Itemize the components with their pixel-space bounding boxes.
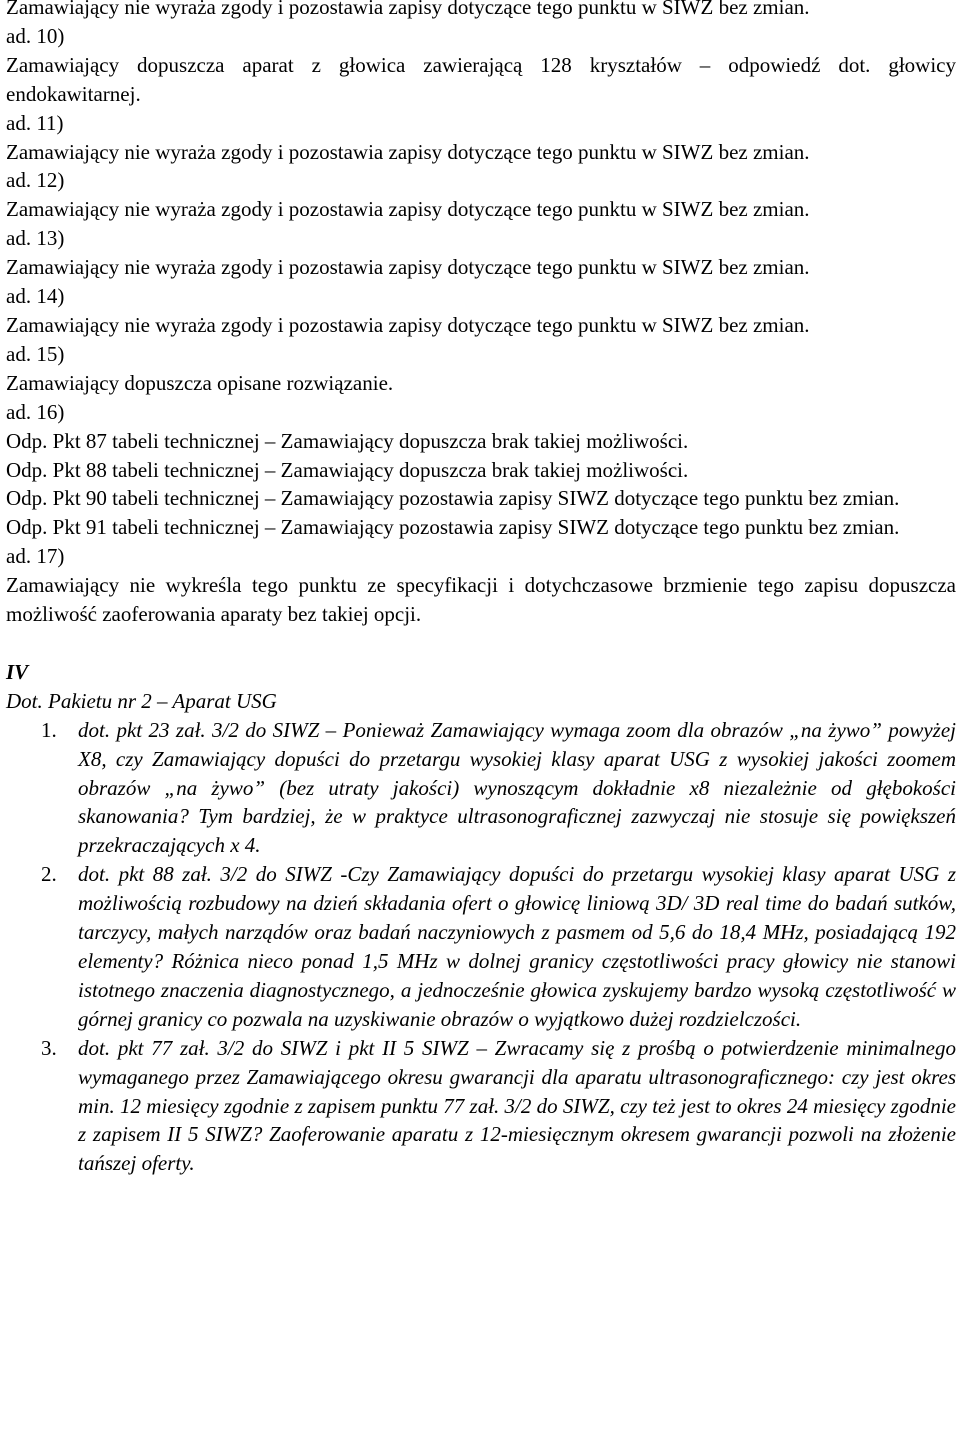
answer-text: Zamawiający dopuszcza opisane rozwiązanie. [6, 370, 394, 395]
answer-text: Zamawiający nie wyraża zgody i pozostawia zapisy dotyczące tego punktu w SIWZ bez zmian. [6, 197, 810, 222]
answer-text: Odp. Pkt 87 tabeli technicznej – Zamawiający dopuszcza brak takiej możliwości. [6, 428, 689, 453]
question-list [6, 716, 956, 1179]
section-subheading: Dot. Pakietu nr 2 – Aparat USG [6, 688, 277, 713]
answer-text: Zamawiający nie wyraża zgody i pozostawia zapisy dotyczące tego punktu w SIWZ bez zmian. [6, 0, 810, 19]
item-label: ad. 17) [6, 544, 65, 569]
answer-text: Zamawiający dopuszcza aparat z głowica zawierającą 128 kryształów – odpowiedź dot. głowicy endokawitarnej. [6, 52, 956, 106]
item-label: ad. 11) [6, 110, 64, 135]
item-label: ad. 14) [6, 284, 65, 309]
question-text: dot. pkt 88 zał. 3/2 do SIWZ -Czy Zamawiający dopuści do przetargu wysokiej klasy aparat USG z możliwością rozbudowy na dzień składania ofert o głowicę liniową 3D/ 3D real time do badań sutków, tarczycy, małych narządów oraz badań naczyniowych z pasmem od 5,6 do 18,4 MHz, posiadającą 192 elementy? Różnica nieco ponad 1,5 MHz w dolnej granicy częstotliwości pracy głowicy nie stanowi istotnego znaczenia diagnostycznego, a jednocześnie głowica zyskujemy bardzo wysoką częstotliwość w górnej granicy co pozwala na uzyskiwanie obrazów o wyjątkowo dużej rozdzielczości. [78, 862, 956, 1031]
list-number: 2. [41, 862, 57, 887]
answer-text: Zamawiający nie wykreśla tego punktu ze specyfikacji i dotychczasowe brzmienie tego zapisu dopuszcza możliwość zaoferowania aparaty bez takiej opcji. [6, 573, 956, 627]
spacer [6, 629, 956, 658]
item-label: ad. 16) [6, 399, 65, 424]
item-label: ad. 12) [6, 168, 65, 193]
list-item [41, 1034, 956, 1179]
answer-text: Odp. Pkt 91 tabeli technicznej – Zamawiający pozostawia zapisy SIWZ dotyczące tego punktu bez zmian. [6, 515, 900, 540]
section-heading: IV [6, 659, 29, 684]
answer-text: Zamawiający nie wyraża zgody i pozostawia zapisy dotyczące tego punktu w SIWZ bez zmian. [6, 139, 810, 164]
list-number: 3. [41, 1035, 57, 1060]
answer-text: Odp. Pkt 88 tabeli technicznej – Zamawiający dopuszcza brak takiej możliwości. [6, 457, 689, 482]
item-label: ad. 13) [6, 226, 65, 251]
list-number: 1. [41, 717, 57, 742]
question-text: dot. pkt 23 zał. 3/2 do SIWZ – Ponieważ Zamawiający wymaga zoom dla obrazów „na żywo” powyżej X8, czy Zamawiający dopuści do przetargu wysokiej klasy aparat USG z wysokiej jakości zoomem obrazów „na żywo” (bez utraty jakości) wynoszącym dokładnie x8 niezależnie od głębokości skanowania? Tym bardziej, że w praktyce ultrasonograficznej zazwyczaj nie stosuje się powiększeń przekraczających x 4. [78, 717, 956, 858]
item-label: ad. 15) [6, 341, 65, 366]
answer-text: Zamawiający nie wyraża zgody i pozostawia zapisy dotyczące tego punktu w SIWZ bez zmian. [6, 255, 810, 280]
answer-text: Odp. Pkt 90 tabeli technicznej – Zamawiający pozostawia zapisy SIWZ dotyczące tego punktu bez zmian. [6, 486, 900, 511]
question-text: dot. pkt 77 zał. 3/2 do SIWZ i pkt II 5 SIWZ – Zwracamy się z prośbą o potwierdzenie minimalnego wymaganego przez Zamawiającego okresu gwarancji dla aparatu ultrasonograficznego: czy jest okres min. 12 miesięcy zgodnie z zapisem punktu 77 zał. 3/2 do SIWZ, czy też jest to okres 24 miesięcy zgodnie z zapisem II 5 SIWZ? Zaoferowanie aparatu z 12-miesięcznym okresem gwarancji pozwoli na złożenie tańszej oferty. [78, 1035, 956, 1176]
item-label: ad. 10) [6, 23, 65, 48]
answer-text: Zamawiający nie wyraża zgody i pozostawia zapisy dotyczące tego punktu w SIWZ bez zmian. [6, 312, 810, 337]
list-item [41, 860, 956, 1033]
list-item [41, 716, 956, 861]
